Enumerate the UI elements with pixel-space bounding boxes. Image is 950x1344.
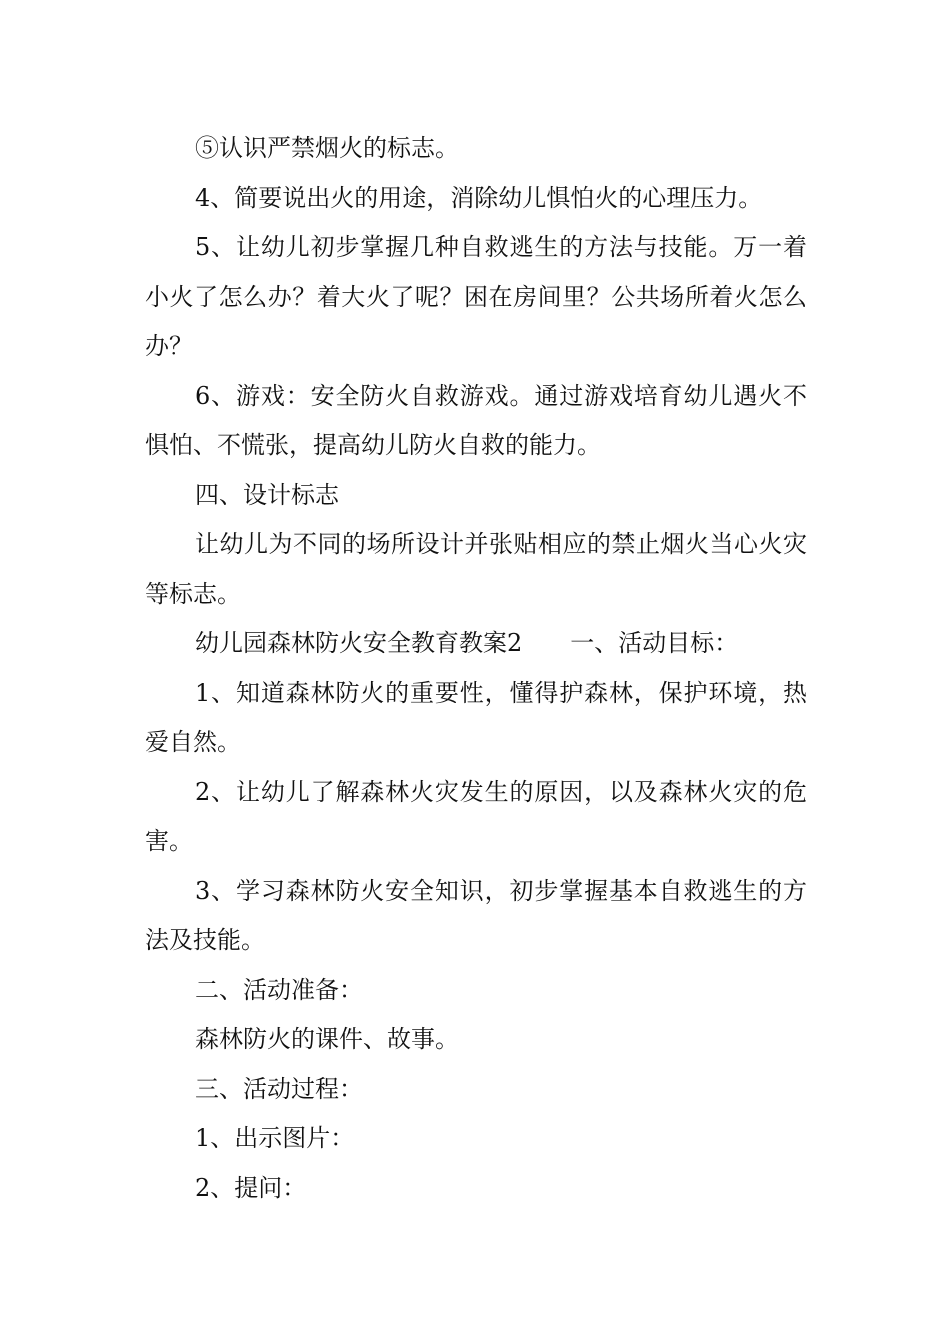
goal-item-2: 2、让幼儿了解森林火灾发生的原因，以及森林火灾的危害。: [145, 777, 807, 855]
paragraph-game: 6、游戏：安全防火自救游戏。通过游戏培育幼儿遇火不惧怕、不慌张，提高幼儿防火自救的能力。: [145, 381, 807, 459]
paragraph-escape-methods: 5、让幼儿初步掌握几种自救逃生的方法与技能。万一着小火了怎么办？着大火了呢？困在房间里？公共场所着火怎么办？: [145, 233, 807, 360]
paragraph-design-signs: 让幼儿为不同的场所设计并张贴相应的禁止烟火当心火灾等标志。: [145, 530, 807, 608]
paragraph-sign-recognition: ⑤认识严禁烟火的标志。: [195, 134, 459, 162]
document-body: [145, 124, 807, 1213]
process-item-2: 2、提问：: [195, 1173, 307, 1202]
section-heading-process: 三、活动过程：: [195, 1074, 363, 1103]
goal-item-1: 1、知道森林防火的重要性，懂得护森林，保护环境，热爱自然。: [145, 678, 807, 756]
section-heading-preparation: 二、活动准备：: [195, 975, 363, 1004]
section-heading-design-signs: 四、设计标志: [195, 480, 339, 509]
paragraph-preparation: 森林防火的课件、故事。: [195, 1025, 459, 1053]
paragraph-fire-uses: 4、简要说出火的用途，消除幼儿惧怕火的心理压力。: [195, 183, 763, 212]
goal-item-3: 3、学习森林防火安全知识，初步掌握基本自救逃生的方法及技能。: [145, 876, 807, 954]
process-item-1: 1、出示图片：: [195, 1124, 355, 1152]
lesson-plan-title: 幼儿园森林防火安全教育教案2 一、活动目标：: [195, 629, 739, 657]
